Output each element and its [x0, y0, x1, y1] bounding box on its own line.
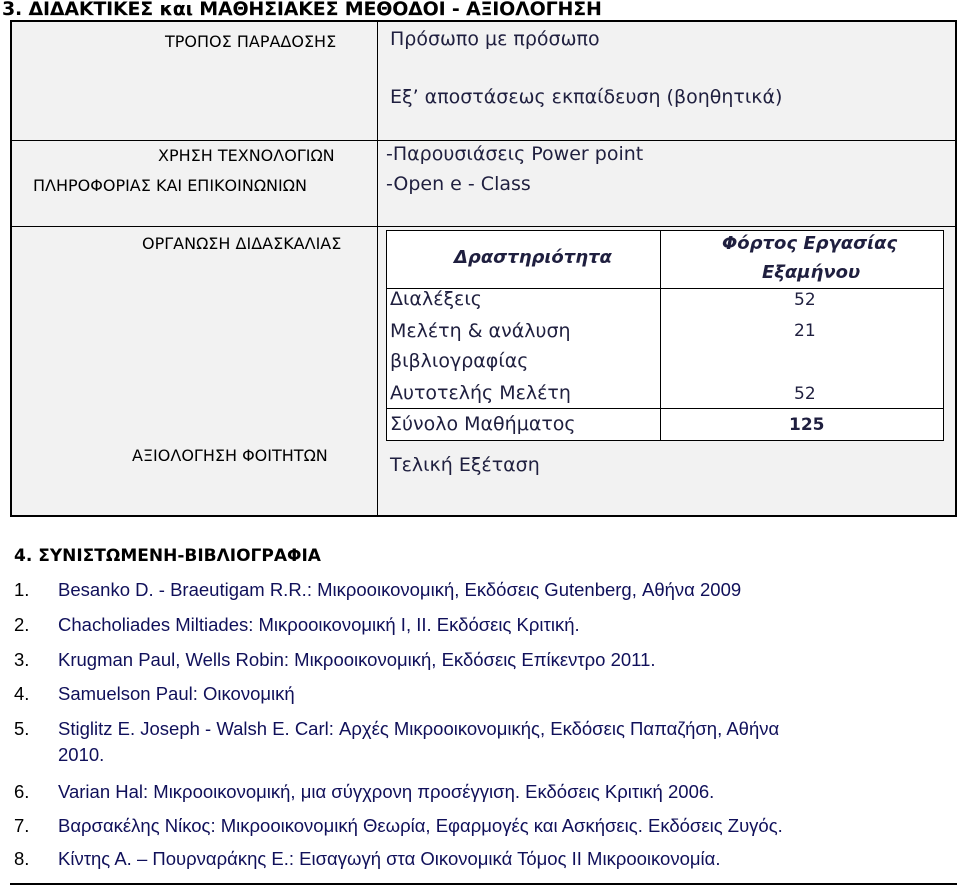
organization-label: ΟΡΓΑΝΩΣΗ ΔΙΔΑΣΚΑΛΙΑΣ: [142, 234, 342, 253]
bibliography-item-text: Varian Hal: Μικροοικονομική, μια σύγχρονη προσέγγιση. Εκδόσεις Κριτική 2006.: [58, 781, 715, 802]
bibliography-item: [14, 614, 580, 636]
bibliography-item: [14, 848, 721, 870]
workload-row-activity: Αυτοτελής Μελέτη: [390, 382, 571, 404]
delivery-value-1: Πρόσωπο με πρόσωπο: [390, 28, 600, 50]
bibliography-item-text: Βαρσακέλης Νίκος: Μικροοικονομική Θεωρία, Εφαρμογές και Ασκήσεις. Εκδόσεις Ζυγός.: [58, 815, 783, 836]
bibliography-item-text: Krugman Paul, Wells Robin: Μικροοικονομική, Εκδόσεις Επίκεντρο 2011.: [58, 649, 656, 670]
ict-label-line-1: ΧΡΗΣΗ ΤΕΧΝΟΛΟΓΙΩΝ: [158, 146, 335, 165]
ict-value-1: -Παρουσιάσεις Power point: [386, 143, 644, 165]
workload-total-value: 125: [789, 415, 825, 435]
bibliography-item: [14, 649, 656, 671]
bibliography-item: [14, 683, 295, 705]
bibliography-item-text: Κίντης Α. – Πουρναράκης Ε.: Εισαγωγή στα Οικονομικά Τόμος ΙΙ Μικροοικονομία.: [58, 848, 721, 869]
assessment-label: ΑΞΙΟΛΟΓΗΣΗ ΦΟΙΤΗΤΩΝ: [132, 446, 328, 465]
column-divider: [377, 22, 378, 517]
bibliography-item-number: 5.: [14, 718, 30, 739]
ict-value-2: -Open e - Class: [386, 173, 531, 195]
delivery-value-2: Εξ’ αποστάσεως εκπαίδευση (βοηθητικά): [390, 86, 783, 108]
row-divider: [12, 226, 955, 227]
section-3-heading: 3. ΔΙΔΑΚΤΙΚΕΣ και ΜΑΘΗΣΙΑΚΕΣ ΜΕΘΟΔΟΙ - ΑΞΙΟΛΟΓΗΣΗ: [2, 0, 602, 20]
bibliography-item-number: 6.: [14, 781, 30, 802]
bibliography-item-number: 8.: [14, 848, 30, 869]
bibliography-item-text: Chacholiades Miltiades: Μικροοικονομική Ι, ΙΙ. Εκδόσεις Κριτική.: [58, 614, 580, 635]
section-4-heading: 4. ΣΥΝΙΣΤΩΜΕΝΗ-ΒΙΒΛΙΟΓΡΑΦΙΑ: [14, 546, 321, 566]
workload-total-divider: [387, 408, 943, 409]
bottom-rule: [10, 883, 957, 885]
bibliography-item: [14, 579, 741, 601]
bibliography-item-continuation: [58, 744, 104, 766]
workload-row-load: 52: [794, 384, 816, 404]
bibliography-item-text: Besanko D. - Braeutigam R.R.: Μικροοικονομική, Εκδόσεις Gutenberg, Αθήνα 2009: [58, 579, 742, 600]
assessment-value: Τελική Εξέταση: [390, 454, 540, 476]
bibliography-item-text: Stiglitz E. Joseph - Walsh E. Carl: Αρχές Μικροοικονομικής, Εκδόσεις Παπαζήση, Αθήνα: [58, 718, 780, 739]
workload-row-activity-cont: βιβλιογραφίας: [390, 350, 529, 372]
workload-row-load: 52: [794, 290, 816, 310]
delivery-label: ΤΡΟΠΟΣ ΠΑΡΑΔΟΣΗΣ: [165, 32, 337, 51]
workload-row-load: 21: [794, 321, 816, 341]
row-divider: [12, 140, 955, 141]
workload-row-activity: Διαλέξεις: [390, 288, 482, 310]
bibliography-item: [14, 781, 714, 803]
bibliography-item-text: Samuelson Paul: Οικονομική: [58, 683, 295, 704]
bibliography-item-text: 2010.: [58, 744, 105, 765]
workload-header-load-line-2: Εξαμήνου: [762, 262, 861, 283]
workload-header-load-line-1: Φόρτος Εργασίας: [722, 233, 898, 254]
bibliography-item-number: 2.: [14, 614, 30, 635]
bibliography-item-number: 4.: [14, 683, 30, 704]
bibliography-item-number: 7.: [14, 815, 30, 836]
bibliography-item: [14, 815, 783, 837]
bibliography-item-number: 3.: [14, 649, 30, 670]
workload-total-label: Σύνολο Μαθήματος: [390, 413, 576, 435]
bibliography-item: [14, 718, 779, 740]
workload-header-activity: Δραστηριότητα: [454, 247, 612, 268]
workload-row-activity: Μελέτη & ανάλυση: [390, 320, 571, 342]
ict-label-line-2: ΠΛΗΡΟΦΟΡΙΑΣ ΚΑΙ ΕΠΙΚΟΙΝΩΝΙΩΝ: [33, 176, 307, 195]
bibliography-item-number: 1.: [14, 579, 30, 600]
